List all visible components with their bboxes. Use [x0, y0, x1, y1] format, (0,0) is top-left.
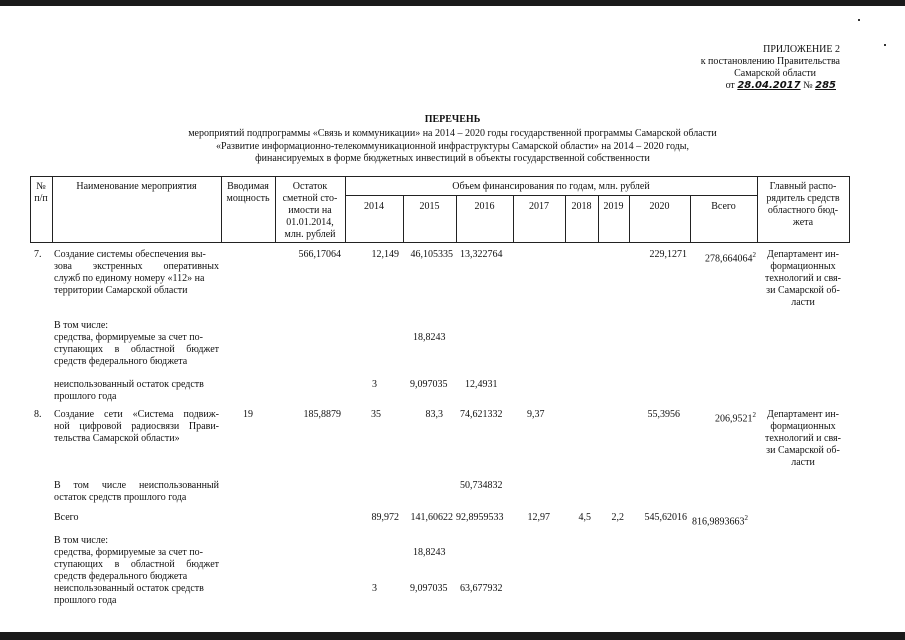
header-num-2: п/п [34, 193, 48, 204]
scan-speck [858, 19, 860, 21]
header-manager-1: Главный распо- [769, 181, 837, 192]
total-rem-name-2: прошлого года [54, 595, 117, 606]
row-7-rem-2016: 12,4931 [465, 379, 498, 390]
row-7-rem-2014: 3 [372, 379, 377, 390]
header-year-2017: 2017 [529, 201, 549, 212]
doc-subtitle-2: «Развитие информационно-телекоммуникационной инфраструктуры Самарской области» на 2014 – 2020 годы, [216, 141, 689, 152]
header-year-2016: 2016 [474, 201, 495, 212]
row-7-name-3: служб по единому номеру «112» на [54, 273, 205, 284]
row-8-name-2: ной цифровой радиосвязи Прави- [54, 421, 219, 432]
header-remainder-5: млн. рублей [284, 229, 336, 240]
header-financing: Объем финансирования по годам, млн. рублей [452, 181, 650, 192]
row-8-name-3: тельства Самарской области» [54, 433, 180, 444]
row-8-name-1: Создание сети «Система подвиж- [54, 409, 219, 420]
row-7-manager-1: Департамент ин- [767, 249, 839, 260]
row-8-manager-2: формационных [770, 421, 836, 432]
row-7-rem-name-1: неиспользованный остаток средств [54, 379, 204, 390]
row-7-total: 278,664064$^2$ [705, 251, 756, 265]
total-2018: 4,5 [578, 512, 591, 523]
header-year-2020: 2020 [649, 201, 670, 212]
scan-speck [884, 44, 886, 46]
total-fed-name-4: средств федерального бюджета [54, 571, 188, 582]
date-prefix: от [725, 80, 735, 91]
row-8-rem-2016: 50,734832 [460, 480, 503, 491]
row-8-2014: 35 [371, 409, 381, 420]
header-remainder-1: Остаток [292, 181, 328, 192]
handwritten-number: 285 [815, 80, 836, 91]
row-8-2020: 55,3956 [647, 409, 680, 420]
total-label: Всего [54, 512, 79, 523]
header-manager-4: жета [792, 217, 814, 228]
header-name: Наименование мероприятия [76, 181, 197, 192]
row-7-fed-name-3: ступающих в областной бюджет [54, 344, 219, 355]
row-8-2016: 74,621332 [460, 409, 503, 420]
appendix-block [660, 44, 840, 92]
row-8-rem-name-1: В том числе неиспользованный [54, 480, 219, 491]
row-7-manager-5: ласти [791, 297, 815, 308]
header-remainder-3: имости на [288, 205, 332, 216]
total-fed-name-2: средства, формируемые за счет по- [54, 547, 203, 558]
total-rem-2015: 9,097035 [410, 583, 448, 594]
row-8-manager-4: зи Самарской об- [766, 445, 840, 456]
header-year-2018: 2018 [571, 201, 592, 212]
row-7-name-4: территории Самарской области [54, 285, 188, 296]
header-manager-2: рядитель средств [766, 193, 840, 204]
row-8-manager-1: Департамент ин- [767, 409, 839, 420]
row-7-fed-name-4: средств федерального бюджета [54, 356, 188, 367]
row-8-total: 206,9521$^2$ [715, 411, 756, 425]
total-fed-2015: 18,8243 [413, 547, 446, 558]
row-7-2015: 46,105335 [410, 249, 453, 260]
header-year-2019: 2019 [603, 201, 624, 212]
doc-subtitle-1: мероприятий подпрограммы «Связь и коммуникации» на 2014 – 2020 годы государственной программы Самарской области [188, 128, 717, 139]
row-8-num: 8. [34, 409, 42, 420]
header-manager-3: областного бюд- [767, 205, 839, 216]
row-7-rem-2015: 9,097035 [410, 379, 448, 390]
doc-title: ПЕРЕЧЕНЬ [424, 114, 481, 125]
row-7-fed-name-1: В том числе: [54, 320, 109, 331]
row-8-2015: 83,3 [425, 409, 443, 420]
number-prefix: № [803, 80, 813, 91]
row-7-fed-name-2: средства, формируемые за счет по- [54, 332, 203, 343]
header-capacity-2: мощность [226, 193, 270, 204]
total-2016: 92,8959533 [456, 512, 504, 523]
total-2017: 12,97 [527, 512, 550, 523]
scan-bottom-edge [0, 632, 905, 640]
appendix-date-line [660, 80, 836, 92]
total-rem-name-1: неиспользованный остаток средств [54, 583, 204, 594]
row-7-manager-2: формационных [770, 261, 836, 272]
row-7-name-1: Создание системы обеспечения вы- [54, 249, 206, 260]
row-7-2014: 12,149 [371, 249, 399, 260]
row-8-2017: 9,37 [527, 409, 545, 420]
row-7-name-2: зова экстренных оперативных [54, 261, 219, 272]
row-8-remainder: 185,8879 [303, 409, 341, 420]
row-8-manager-3: технологий и свя- [764, 433, 841, 444]
total-fed-name-3: ступающих в областной бюджет [54, 559, 219, 570]
total-fed-name-1: В том числе: [54, 535, 109, 546]
header-remainder-2: сметной сто- [282, 193, 338, 204]
header-year-2014: 2014 [364, 201, 384, 212]
row-7-manager-4: зи Самарской об- [766, 285, 840, 296]
row-7-2016: 13,322764 [460, 249, 503, 260]
total-2020: 545,62016 [644, 512, 687, 523]
header-capacity-1: Вводимая [227, 181, 269, 192]
scan-top-edge [0, 0, 905, 6]
header-year-2015: 2015 [419, 201, 440, 212]
total-grand: 816,9893663$^2$ [692, 514, 748, 528]
total-rem-2014: 3 [372, 583, 377, 594]
row-8-manager-5: ласти [791, 457, 815, 468]
row-7-rem-name-2: прошлого года [54, 391, 117, 402]
header-total: Всего [711, 201, 736, 212]
handwritten-date: 28.04.2017 [737, 80, 801, 91]
header-remainder-4: 01.01.2014, [286, 217, 334, 228]
row-8-capacity: 19 [243, 409, 253, 420]
total-2014: 89,972 [371, 512, 399, 523]
total-rem-2016: 63,677932 [460, 583, 503, 594]
row-7-remainder: 566,17064 [298, 249, 341, 260]
appendix-resolution: к постановлению Правительства [700, 56, 840, 67]
doc-subtitle-3: финансируемых в форме бюджетных инвестиций в объекты государственной собственности [255, 153, 650, 164]
row-7-manager-3: технологий и свя- [764, 273, 841, 284]
appendix-region: Самарской области [734, 68, 816, 79]
total-2015: 141,60622 [410, 512, 453, 523]
header-num-1: № [36, 181, 46, 192]
row-7-num: 7. [34, 249, 42, 260]
row-8-rem-name-2: остаток средств прошлого года [54, 492, 187, 503]
total-2019: 2,2 [611, 512, 624, 523]
row-7-fed-2015: 18,8243 [413, 332, 446, 343]
appendix-title: ПРИЛОЖЕНИЕ 2 [763, 44, 840, 55]
row-7-2020: 229,1271 [649, 249, 687, 260]
